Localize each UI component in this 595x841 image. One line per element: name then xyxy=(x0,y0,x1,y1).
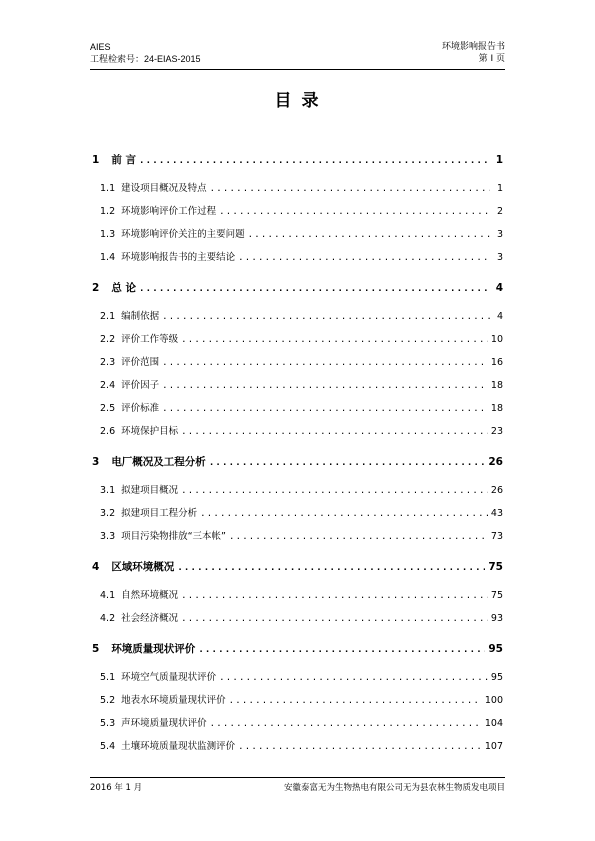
toc-entry-label: 自然环境概况 xyxy=(121,590,179,601)
toc-entry-label: 总 论 xyxy=(111,282,136,294)
toc-entry-label: 拟建项目概况 xyxy=(121,485,179,496)
toc-section-entry[interactable] xyxy=(92,505,503,519)
toc-chapter-entry[interactable] xyxy=(92,559,503,573)
toc-section-entry[interactable] xyxy=(92,331,503,345)
toc-entry-label: 电厂概况及工程分析 xyxy=(111,456,206,468)
toc-entry-label: 声环境质量现状评价 xyxy=(121,718,207,729)
toc-entry-number: 1 xyxy=(92,154,100,166)
toc-entry-number: 2.2 xyxy=(100,334,116,345)
toc-section-entry[interactable] xyxy=(92,423,503,437)
toc-entry-page: 104 xyxy=(484,718,503,729)
toc-dot-leader xyxy=(162,404,488,414)
toc-dot-leader xyxy=(229,532,488,542)
page-header xyxy=(90,41,505,70)
toc-section-entry[interactable] xyxy=(92,249,503,263)
toc-entry-number: 1.4 xyxy=(100,252,116,263)
toc-dot-leader xyxy=(219,673,488,683)
toc-entry-page: 43 xyxy=(490,508,503,519)
org-label: AIES xyxy=(90,42,111,52)
toc-dot-leader xyxy=(219,207,490,217)
toc-entry-page: 16 xyxy=(490,357,503,368)
toc-entry-page: 2 xyxy=(496,206,503,217)
toc-entry-page: 75 xyxy=(490,590,503,601)
toc-dot-leader xyxy=(198,645,485,655)
toc-entry-label: 环境质量现状评价 xyxy=(111,643,196,655)
page-title: 目 录 xyxy=(274,91,321,111)
footer-date: 2016 年 1 月 xyxy=(90,783,143,793)
toc-entry-number: 2.6 xyxy=(100,426,116,437)
toc-section-entry[interactable] xyxy=(92,482,503,496)
toc-entry-page: 107 xyxy=(484,741,503,752)
toc-dot-leader xyxy=(139,156,490,166)
toc-entry-label: 环境影响评价关注的主要问题 xyxy=(121,229,245,240)
toc-dot-leader xyxy=(162,381,488,391)
toc-entry-number: 5 xyxy=(92,643,100,655)
toc-chapter-entry[interactable] xyxy=(92,454,503,468)
toc-entry-number: 1.1 xyxy=(100,183,116,194)
toc-entry-number: 1.3 xyxy=(100,229,116,240)
toc-entry-number: 2.5 xyxy=(100,403,116,414)
toc-entry-page: 75 xyxy=(488,561,503,573)
toc-dot-leader xyxy=(181,335,488,345)
toc-entry-number: 3 xyxy=(92,456,100,468)
toc-dot-leader xyxy=(177,563,485,573)
toc-dot-leader xyxy=(139,284,490,294)
toc-section-entry[interactable] xyxy=(92,400,503,414)
toc-dot-leader xyxy=(248,230,490,240)
toc-dot-leader xyxy=(181,591,488,601)
toc-entry-number: 5.4 xyxy=(100,741,116,752)
toc-entry-number: 5.1 xyxy=(100,672,116,683)
toc-entry-page: 100 xyxy=(484,695,503,706)
toc-section-entry[interactable] xyxy=(92,669,503,683)
toc-entry-label: 区域环境概况 xyxy=(111,561,175,573)
toc-entry-number: 2 xyxy=(92,282,100,294)
toc-dot-leader xyxy=(229,696,482,706)
toc-entry-number: 1.2 xyxy=(100,206,116,217)
toc-dot-leader xyxy=(181,486,488,496)
toc-entry-label: 拟建项目工程分析 xyxy=(121,508,198,519)
toc-entry-label: 评价标准 xyxy=(121,403,160,414)
toc-entry-page: 26 xyxy=(488,456,503,468)
toc-section-entry[interactable] xyxy=(92,203,503,217)
toc-entry-page: 1 xyxy=(496,183,503,194)
toc-entry-number: 2.1 xyxy=(100,311,116,322)
toc-entry-page: 1 xyxy=(495,154,503,166)
toc-entry-number: 3.3 xyxy=(100,531,116,542)
header-right xyxy=(442,41,505,65)
toc-entry-number: 2.3 xyxy=(100,357,116,368)
toc-chapter-entry[interactable] xyxy=(92,280,503,294)
toc-entry-label: 地表水环境质量现状评价 xyxy=(121,695,226,706)
toc-entry-page: 3 xyxy=(496,252,503,263)
header-left xyxy=(90,41,201,65)
toc-section-entry[interactable] xyxy=(92,226,503,240)
toc-entry-number: 3.2 xyxy=(100,508,116,519)
page-footer xyxy=(90,777,505,794)
toc-entry-label: 环境影响评价工作过程 xyxy=(121,206,217,217)
toc-entry-page: 4 xyxy=(496,311,503,322)
toc-entry-label: 环境保护目标 xyxy=(121,426,179,437)
document-title: 环境影响报告书 xyxy=(441,42,505,52)
toc-entry-label: 评价因子 xyxy=(121,380,160,391)
toc-entry-number: 4.2 xyxy=(100,613,116,624)
toc-section-entry[interactable] xyxy=(92,354,503,368)
toc-section-entry[interactable] xyxy=(92,528,503,542)
page-number: 第 I 页 xyxy=(478,54,505,64)
toc-entry-page: 4 xyxy=(495,282,503,294)
toc-entry-label: 项目污染物排放“三本帐” xyxy=(121,531,226,542)
footer-company: 安徽泰富无为生物热电有限公司无为县农林生物质发电项目 xyxy=(283,783,505,793)
toc-entry-page: 73 xyxy=(490,531,503,542)
toc-entry-number: 5.2 xyxy=(100,695,116,706)
toc-dot-leader xyxy=(238,742,482,752)
toc-section-entry[interactable] xyxy=(92,180,503,194)
toc-dot-leader xyxy=(209,458,486,468)
toc-entry-number: 4 xyxy=(92,561,100,573)
toc-dot-leader xyxy=(162,312,490,322)
toc-entry-page: 95 xyxy=(490,672,503,683)
toc-entry-page: 23 xyxy=(490,426,503,437)
toc-entry-number: 2.4 xyxy=(100,380,116,391)
toc-chapter-entry[interactable] xyxy=(92,641,503,655)
toc-entry-page: 3 xyxy=(496,229,503,240)
toc-dot-leader xyxy=(162,358,488,368)
toc-section-entry[interactable] xyxy=(92,715,503,729)
toc-section-entry[interactable] xyxy=(92,738,503,752)
toc-entry-label: 土壤环境质量现状监测评价 xyxy=(121,741,236,752)
toc-chapter-entry[interactable] xyxy=(92,152,503,166)
toc-dot-leader xyxy=(210,184,490,194)
toc-entry-page: 26 xyxy=(490,485,503,496)
toc-entry-label: 前 言 xyxy=(111,154,136,166)
toc-entry-label: 环境空气质量现状评价 xyxy=(121,672,217,683)
toc-entry-label: 评价工作等级 xyxy=(121,334,179,345)
toc-section-entry[interactable] xyxy=(92,692,503,706)
project-number: 工程检索号：24-EIAS-2015 xyxy=(90,54,201,64)
toc-dot-leader xyxy=(210,719,482,729)
toc-entry-number: 5.3 xyxy=(100,718,116,729)
toc-entry-number: 3.1 xyxy=(100,485,116,496)
toc-dot-leader xyxy=(238,253,490,263)
toc-dot-leader xyxy=(200,509,488,519)
toc-entry-number: 4.1 xyxy=(100,590,116,601)
toc-entry-page: 18 xyxy=(490,380,503,391)
toc-section-entry[interactable] xyxy=(92,308,503,322)
toc-dot-leader xyxy=(181,427,488,437)
toc-entry-page: 10 xyxy=(490,334,503,345)
toc-entry-page: 93 xyxy=(490,613,503,624)
toc-section-entry[interactable] xyxy=(92,610,503,624)
toc-entry-label: 编制依据 xyxy=(121,311,160,322)
toc-entry-page: 95 xyxy=(488,643,503,655)
toc-entry-page: 18 xyxy=(490,403,503,414)
toc-section-entry[interactable] xyxy=(92,377,503,391)
toc-entry-label: 建设项目概况及特点 xyxy=(121,183,207,194)
toc-entry-label: 评价范围 xyxy=(121,357,160,368)
toc-entry-label: 环境影响报告书的主要结论 xyxy=(121,252,236,263)
toc-section-entry[interactable] xyxy=(92,587,503,601)
toc-entry-label: 社会经济概况 xyxy=(121,613,179,624)
toc-dot-leader xyxy=(181,614,488,624)
